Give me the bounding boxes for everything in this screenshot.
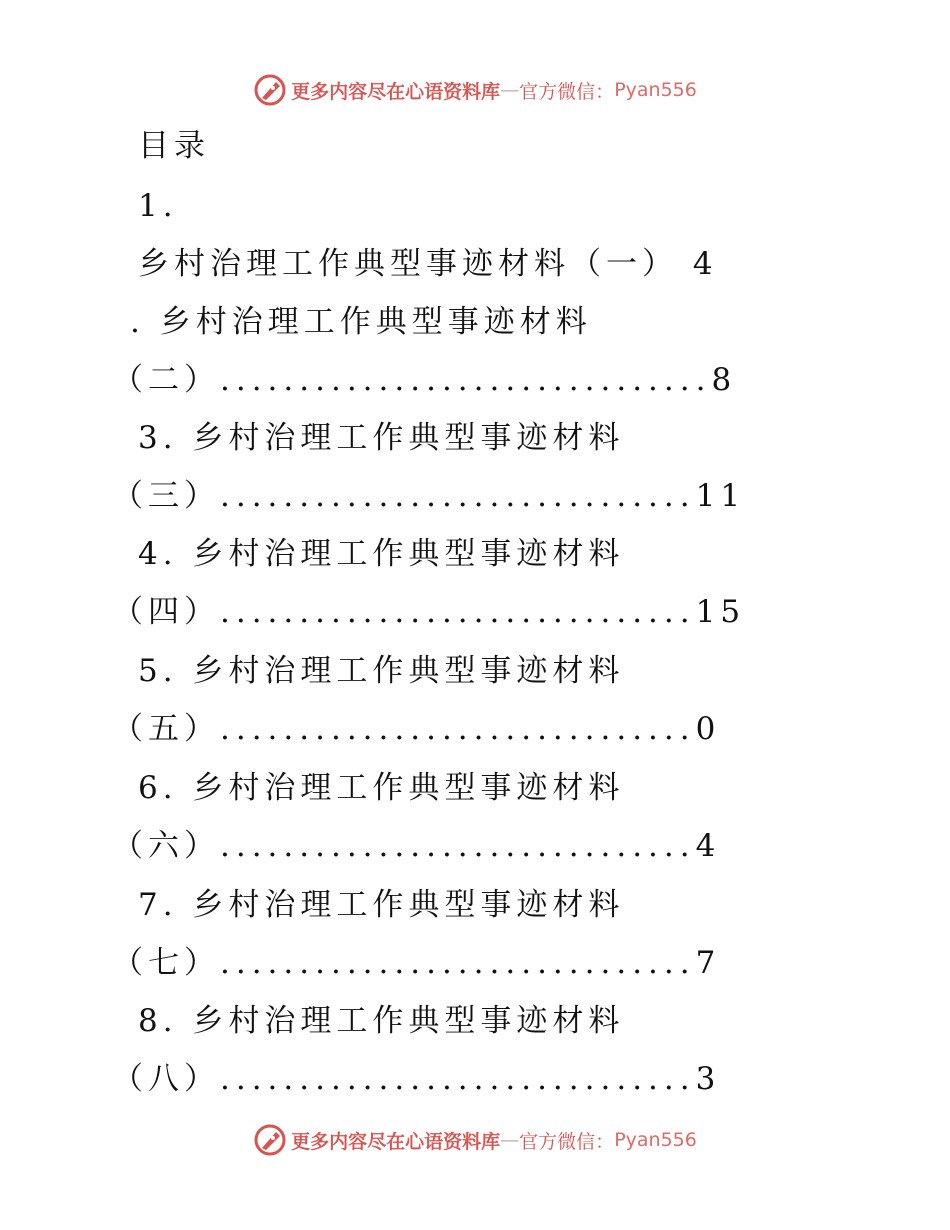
watermark-wechat-label: 官方微信：	[519, 80, 615, 103]
toc-entry-8-suffix: （八）	[112, 1061, 220, 1097]
watermark-site-text: 更多内容尽在心语资料库	[291, 80, 501, 103]
watermark-dash: —	[500, 79, 520, 101]
toc-entry-4-suffix: （四）	[112, 594, 220, 630]
toc-title: 目录	[138, 128, 210, 164]
pen-logo-icon	[253, 73, 287, 107]
toc-entry-6-page: 4	[695, 828, 721, 864]
toc-entry-8-dots: ..............................	[220, 1061, 696, 1097]
toc-entry-5-suffix: （五）	[112, 711, 220, 747]
toc-entry-2-suffix: （二）	[112, 362, 220, 398]
toc-entry-5-page: 0	[695, 711, 721, 747]
toc-entry-5-title: 5. 乡村治理工作典型事迹材料	[138, 653, 625, 689]
toc-entry-6-leader	[112, 826, 720, 866]
toc-entry-8-leader	[112, 1059, 720, 1099]
toc-entry-3-suffix: （三）	[112, 478, 220, 514]
footer-watermark-banner	[0, 1120, 950, 1160]
toc-entry-7-dots: ..............................	[220, 945, 696, 981]
toc-entry-4-leader	[112, 592, 745, 632]
toc-entry-2-dots: ...............................	[220, 362, 712, 398]
toc-entry-6-title: 6. 乡村治理工作典型事迹材料	[138, 770, 625, 806]
toc-entry-2-leader	[112, 360, 736, 400]
toc-entry-1-number: 1.	[138, 188, 178, 224]
toc-entry-8-title: 8. 乡村治理工作典型事迹材料	[138, 1003, 625, 1039]
toc-entry-5-dots: ..............................	[220, 711, 696, 747]
watermark-wechat-label: 官方微信：	[519, 1130, 615, 1153]
toc-entry-4-page: 15	[695, 594, 746, 630]
toc-entry-3-page: 11	[695, 478, 746, 514]
toc-entry-5-leader	[112, 709, 720, 749]
toc-entry-4-dots: ..............................	[220, 594, 696, 630]
watermark-wechat-id: Pyan556	[614, 79, 697, 101]
watermark-wechat-id: Pyan556	[614, 1129, 697, 1151]
toc-entry-6-suffix: （六）	[112, 828, 220, 864]
header-watermark-banner	[0, 70, 950, 110]
watermark-dash: —	[500, 1129, 520, 1151]
toc-entry-2-page: 8	[711, 362, 737, 398]
toc-entry-7-leader	[112, 943, 720, 983]
pen-logo-icon	[253, 1123, 287, 1157]
toc-entry-3-leader	[112, 476, 745, 516]
toc-entry-7-page: 7	[695, 945, 721, 981]
toc-entry-6-dots: ..............................	[220, 828, 696, 864]
toc-entry-8-page: 3	[695, 1061, 721, 1097]
toc-entry-2-title: . 乡村治理工作典型事迹材料	[130, 304, 592, 340]
toc-entry-3-title: 3. 乡村治理工作典型事迹材料	[138, 420, 625, 456]
toc-entry-7-title: 7. 乡村治理工作典型事迹材料	[138, 887, 625, 923]
toc-entry-1-text: 乡村治理工作典型事迹材料（一） 4	[138, 246, 718, 282]
toc-entry-4-title: 4. 乡村治理工作典型事迹材料	[138, 536, 625, 572]
toc-entry-3-dots: ..............................	[220, 478, 696, 514]
toc-entry-7-suffix: （七）	[112, 945, 220, 981]
watermark-site-text: 更多内容尽在心语资料库	[291, 1130, 501, 1153]
